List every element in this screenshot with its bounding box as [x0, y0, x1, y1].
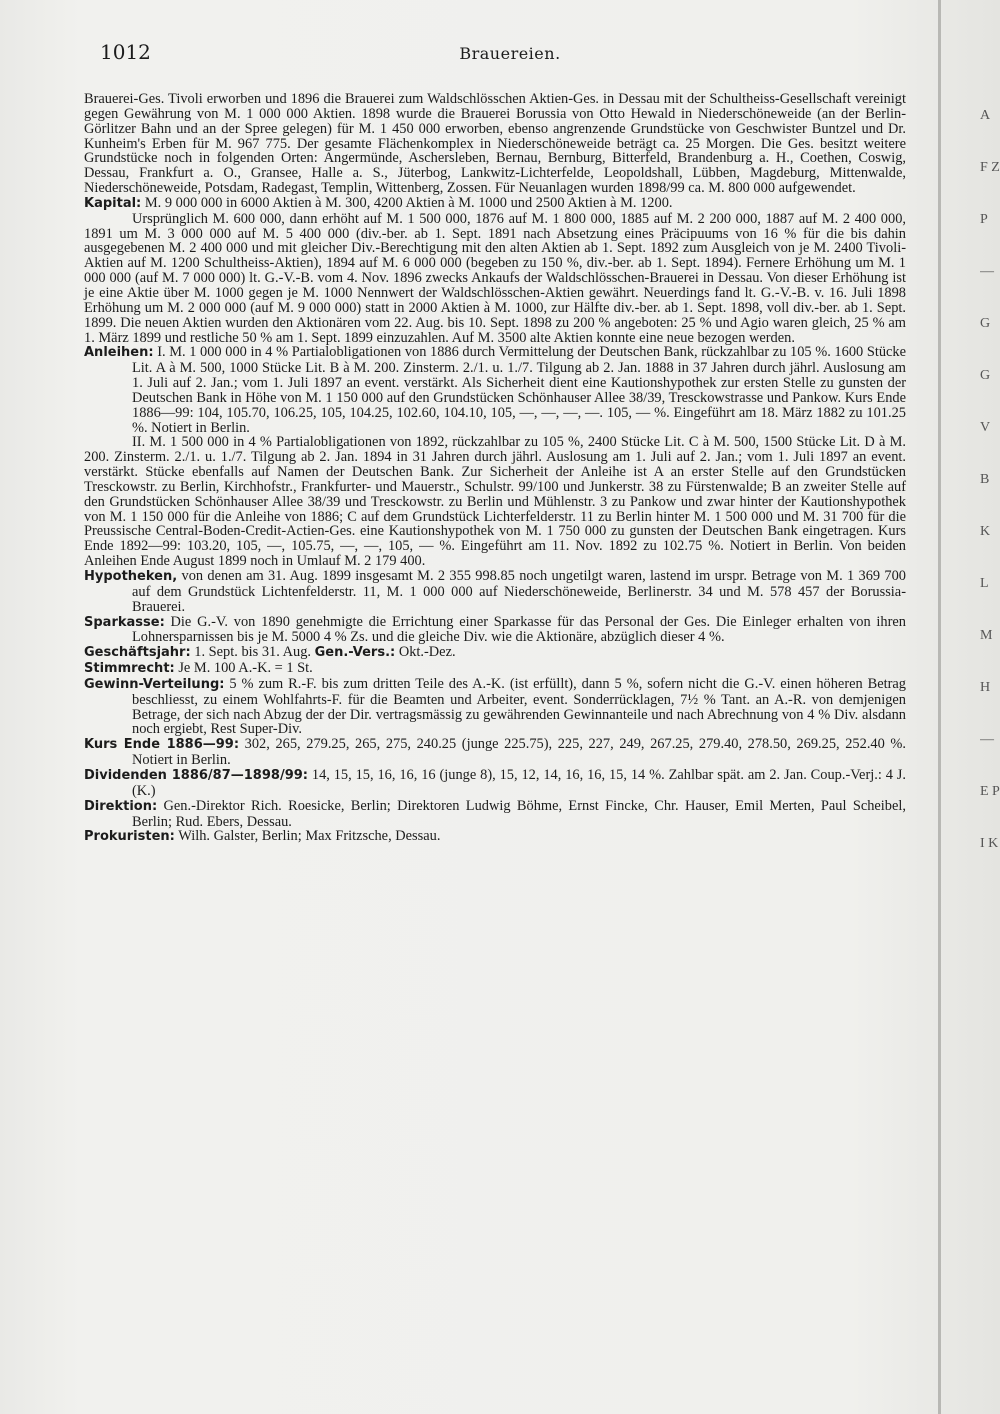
adjacent-page-margin: A F Z P — G G V B K L M H — E P I K [980, 108, 1000, 851]
prokuristen-label: Prokuristen: [84, 829, 175, 845]
genvers-label: Gen.-Vers.: [314, 645, 396, 661]
geschaeftsjahr-text: 1. Sept. bis 31. Aug. [190, 644, 312, 661]
genvers-text: Okt.-Dez. [395, 644, 456, 661]
kapital-label: Kapital: [84, 195, 142, 211]
kapital-section [84, 196, 906, 212]
anleihen-section [84, 345, 906, 435]
anleihen-label: Anleihen: [84, 345, 154, 361]
page-body [84, 92, 906, 845]
page-header [100, 40, 920, 70]
sparkasse-text: Die G.-V. von 1890 genehmigte die Errichtung einer Sparkasse für das Personal der Ges. Die Einleger erhalten von ihren Lohnersparnissen bis je M. 5000 4 % Zs. und die gleiche Div. wie die Aktionäre, abzüglich dieser 4 %. [132, 613, 906, 646]
dividenden-text: 14, 15, 15, 16, 16, 16 (junge 8), 15, 12, 14, 16, 16, 15, 14 %. Zahlbar spät. am 2. Jan. Coup.-Verj.: 4 J. (K.) [132, 766, 906, 799]
kurs-text: 302, 265, 279.25, 265, 275, 240.25 (junge 225.75), 225, 227, 249, 267.25, 279.40, 278.50, 269.25, 252.40 %. Notiert in Berlin. [132, 736, 906, 769]
prokuristen-text: Wilh. Galster, Berlin; Max Fritzsche, Dessau. [174, 828, 441, 845]
anleihen-second: II. M. 1 500 000 in 4 % Partialobligationen von 1892, rückzahlbar zu 105 %, 2400 Stücke Lit. C à M. 500, 1500 Stücke Lit. D à M. 200. Zinsterm. 2./1. u. 1./7. Tilgung ab 2. Jan. 1894 in 31 Jahren durch jährl. Auslosung am 1. Juli auf 2. Jan.; vom 1. Juli 1897 an event. verstärkt. Stücke ebenfalls auf Namen der Deutschen Bank. Zur Sicherheit der Anleihe ist A an erster Stelle auf den Grundstücken Tresckowstr. zu Berlin, Kirchhofstr., Frankfurter- und Mauerstr., Schulstr. 99/100 und Junkerstr. 38 zu Fürstenwalde; B an zweiter Stelle auf den Grundstücken Schönhauser Allee 38/39 und Tresckowstr. zu Berlin und Mühlenstr. 3 zu Pankow und zwar hinter der Kautionshypothek von M. 1 150 000 für die Anleihe von 1886; C auf dem Grundstück Lichterfelderstr. 11 zu Berlin hinter M. 1 500 000 und M. 31 700 für die Preussische Central-Boden-Credit-Actien-Ges. eine Kautionshypothek von M. 1 750 000 zu gunsten der Deutschen Bank eingetragen. Kurs Ende 1892—99: 103.20, 105, —, 105.75, —, —, 105, — %. Eingeführt am 11. Nov. 1892 zu 102.75 %. Notiert in Berlin. Von beiden Anleihen Ende August 1899 noch in Umlauf M. 2 179 400. [84, 434, 906, 570]
kurs-section [84, 737, 906, 768]
hypotheken-label: Hypotheken, [84, 569, 178, 584]
hypotheken-text: von denen am 31. Aug. 1899 insgesamt M. 2 355 998.85 noch ungetilgt waren, lastend im urspr. Betrage von M. 1 369 700 auf dem Grundstück Lichtenfelderstr. 11, M. 1 000 000 auf Niederschöneweide, Berlinerstr. 34 und M. 578 457 der Borussia-Brauerei. [132, 568, 906, 615]
page-gutter [938, 0, 941, 1414]
running-title: Brauereien. [459, 44, 561, 63]
sparkasse-section [84, 615, 906, 646]
kapital-history: Ursprünglich M. 600 000, dann erhöht auf M. 1 500 000, 1876 auf M. 1 800 000, 1885 auf M. 2 200 000, 1887 auf M. 2 400 000, 1891 um M. 3 000 000 auf M. 5 400 000 (div.-ber. ab 1. Sept. 1891 nach Absetzung eines Präcipuums von 16 % für die bis dahin ausgegebenen M. 2 400 000 und mit gleicher Div.-Berechtigung mit den alten Aktien ab 1. Sept. 1892 zum Ausgleich von je M. 2400 Tivoli-Aktien auf M. 1200 Schultheiss-Aktien), 1894 auf M. 6 000 000 (begeben zu 150 %, div.-ber. ab 1. Sept. 1894). Fernere Erhöhung um M. 1 000 000 (auf M. 7 000 000) lt. G.-V.-B. vom 4. Nov. 1896 zwecks Ankaufs der Waldschlösschen-Brauerei in Dessau. Von dieser Erhöhung ist je eine Aktie über M. 1000 gegen je M. 1000 Nennwert der Waldschlösschen-Aktien gewährt. Neuerdings fand lt. G.-V.-B. v. 16. Juli 1898 Erhöhung um M. 2 000 000 (auf M. 9 000 000) statt in 2000 Aktien à M. 1000, zur Hälfte div.-ber. ab 1. Sept. 1898, voll div.-ber. ab 1. Sept. 1899. Die neuen Aktien wurden den Aktionären vom 22. Aug. bis 10. Sept. 1898 zu 200 % angeboten: 25 % und Agio waren gleich, 25 % am 1. März 1899 und restliche 50 % am 1. Sept. 1899 einzuzahlen. Auf M. 3500 alte Aktien konnte eine neue bezogen werden. [84, 210, 906, 346]
intro-paragraph: Brauerei-Ges. Tivoli erworben und 1896 die Brauerei zum Waldschlösschen Aktien-Ges. in Dessau mit der Schultheiss-Gesellschaft vereinigt gegen Gewährung von M. 1 000 000 Aktien. 1898 wurde die Brauerei Borussia von Otto Hewald in Niederschöneweide (an der Berlin-Görlitzer Bahn und an der Spree gelegen) für M. 1 450 000 erworben, ebenso angrenzende Grundstücke von Geschwister Buntzel und Dr. Kunheim's Erben für M. 967 775. Der gesamte Flächenkomplex in Niederschöneweide beträgt ca. 25 Morgen. Die Ges. besitzt weitere Grundstücke noch in folgenden Orten: Angermünde, Aschersleben, Bernau, Bernburg, Bitterfeld, Brandenburg a. H., Coethen, Coswig, Dessau, Frankfurt a. O., Gransee, Halle a. S., Jüterbog, Lankwitz-Lichterfelde, Leopoldshall, Lübben, Magdeburg, Mittenwalde, Niederschöneweide, Potsdam, Radegast, Templin, Wittenberg, Zossen. Für Neuanlagen wurden 1898/99 ca. M. 800 000 aufgewendet. [84, 91, 906, 197]
page-number: 1012 [100, 40, 151, 64]
anleihen-text: I. M. 1 000 000 in 4 % Partialobligationen von 1886 durch Vermittelung der Deutschen Bank, rückzahlbar zu 105 %. 1600 Stücke Lit. A à M. 500, 1000 Stücke Lit. B à M. 200. Zinsterm. 2./1. u. 1./7. Tilgung ab 2. Jan. 1888 in 37 Jahren durch jährl. Auslosung am 1. Juli auf 2. Jan.; vom 1. Juli 1897 an event. verstärkt. Als Sicherheit dient eine Kautionshypothek zur ersten Stelle zu gunsten der Deutschen Bank in Höhe von M. 1 150 000 auf den Grundstücken Schönhauser Allee 38/39, Tresckowstrasse und Pankow. Kurs Ende 1886—99: 104, 105.70, 106.25, 105, 104.25, 102.60, 104.10, 105, —, —, —, —. 105, — %. Eingeführt am 18. März 1882 zu 101.25 %. Notiert in Berlin. [132, 344, 906, 436]
kapital-text: M. 9 000 000 in 6000 Aktien à M. 300, 4200 Aktien à M. 1000 und 2500 Aktien à M. 1200. [141, 194, 673, 211]
direktion-section [84, 799, 906, 830]
gewinn-section [84, 677, 906, 737]
stimmrecht-section [84, 661, 906, 677]
stimmrecht-text: Je M. 100 A.-K. = 1 St. [174, 660, 313, 677]
kurs-label: Kurs Ende 1886—99: [84, 737, 240, 753]
direktion-label: Direktion: [84, 798, 158, 814]
hypotheken-section [84, 569, 906, 615]
gewinn-label: Gewinn-Verteilung: [84, 676, 225, 692]
dividenden-section [84, 768, 906, 799]
prokuristen-section [84, 829, 906, 845]
geschaeftsjahr-label: Geschäftsjahr: [84, 645, 191, 661]
stimmrecht-label: Stimmrecht: [84, 661, 175, 677]
geschaeftsjahr-section [84, 645, 906, 661]
gewinn-text: 5 % zum R.-F. bis zum dritten Teile des A.-K. (ist erfüllt), dann 5 %, sofern nicht die G.-V. einen höheren Betrag beschliesst, zu einem Wohlfahrts-F. für die Beamten und Arbeiter, event. Sonderrücklagen, 7½ % Tant. an A.-R. von demjenigen Betrage, der sich nach Abzug der der Dir. vertragsmässig zu gewährenden Gewinnanteile und nach Abrechnung von 4 % Div. alsdann noch ergiebt, Rest Super-Div. [132, 675, 906, 738]
sparkasse-label: Sparkasse: [84, 614, 165, 630]
dividenden-label: Dividenden 1886/87—1898/99: [84, 767, 308, 783]
direktion-text: Gen.-Direktor Rich. Roesicke, Berlin; Direktoren Ludwig Böhme, Ernst Fincke, Chr. Hauser, Emil Merten, Paul Scheibel, Berlin; Rud. Ebers, Dessau. [132, 797, 906, 830]
